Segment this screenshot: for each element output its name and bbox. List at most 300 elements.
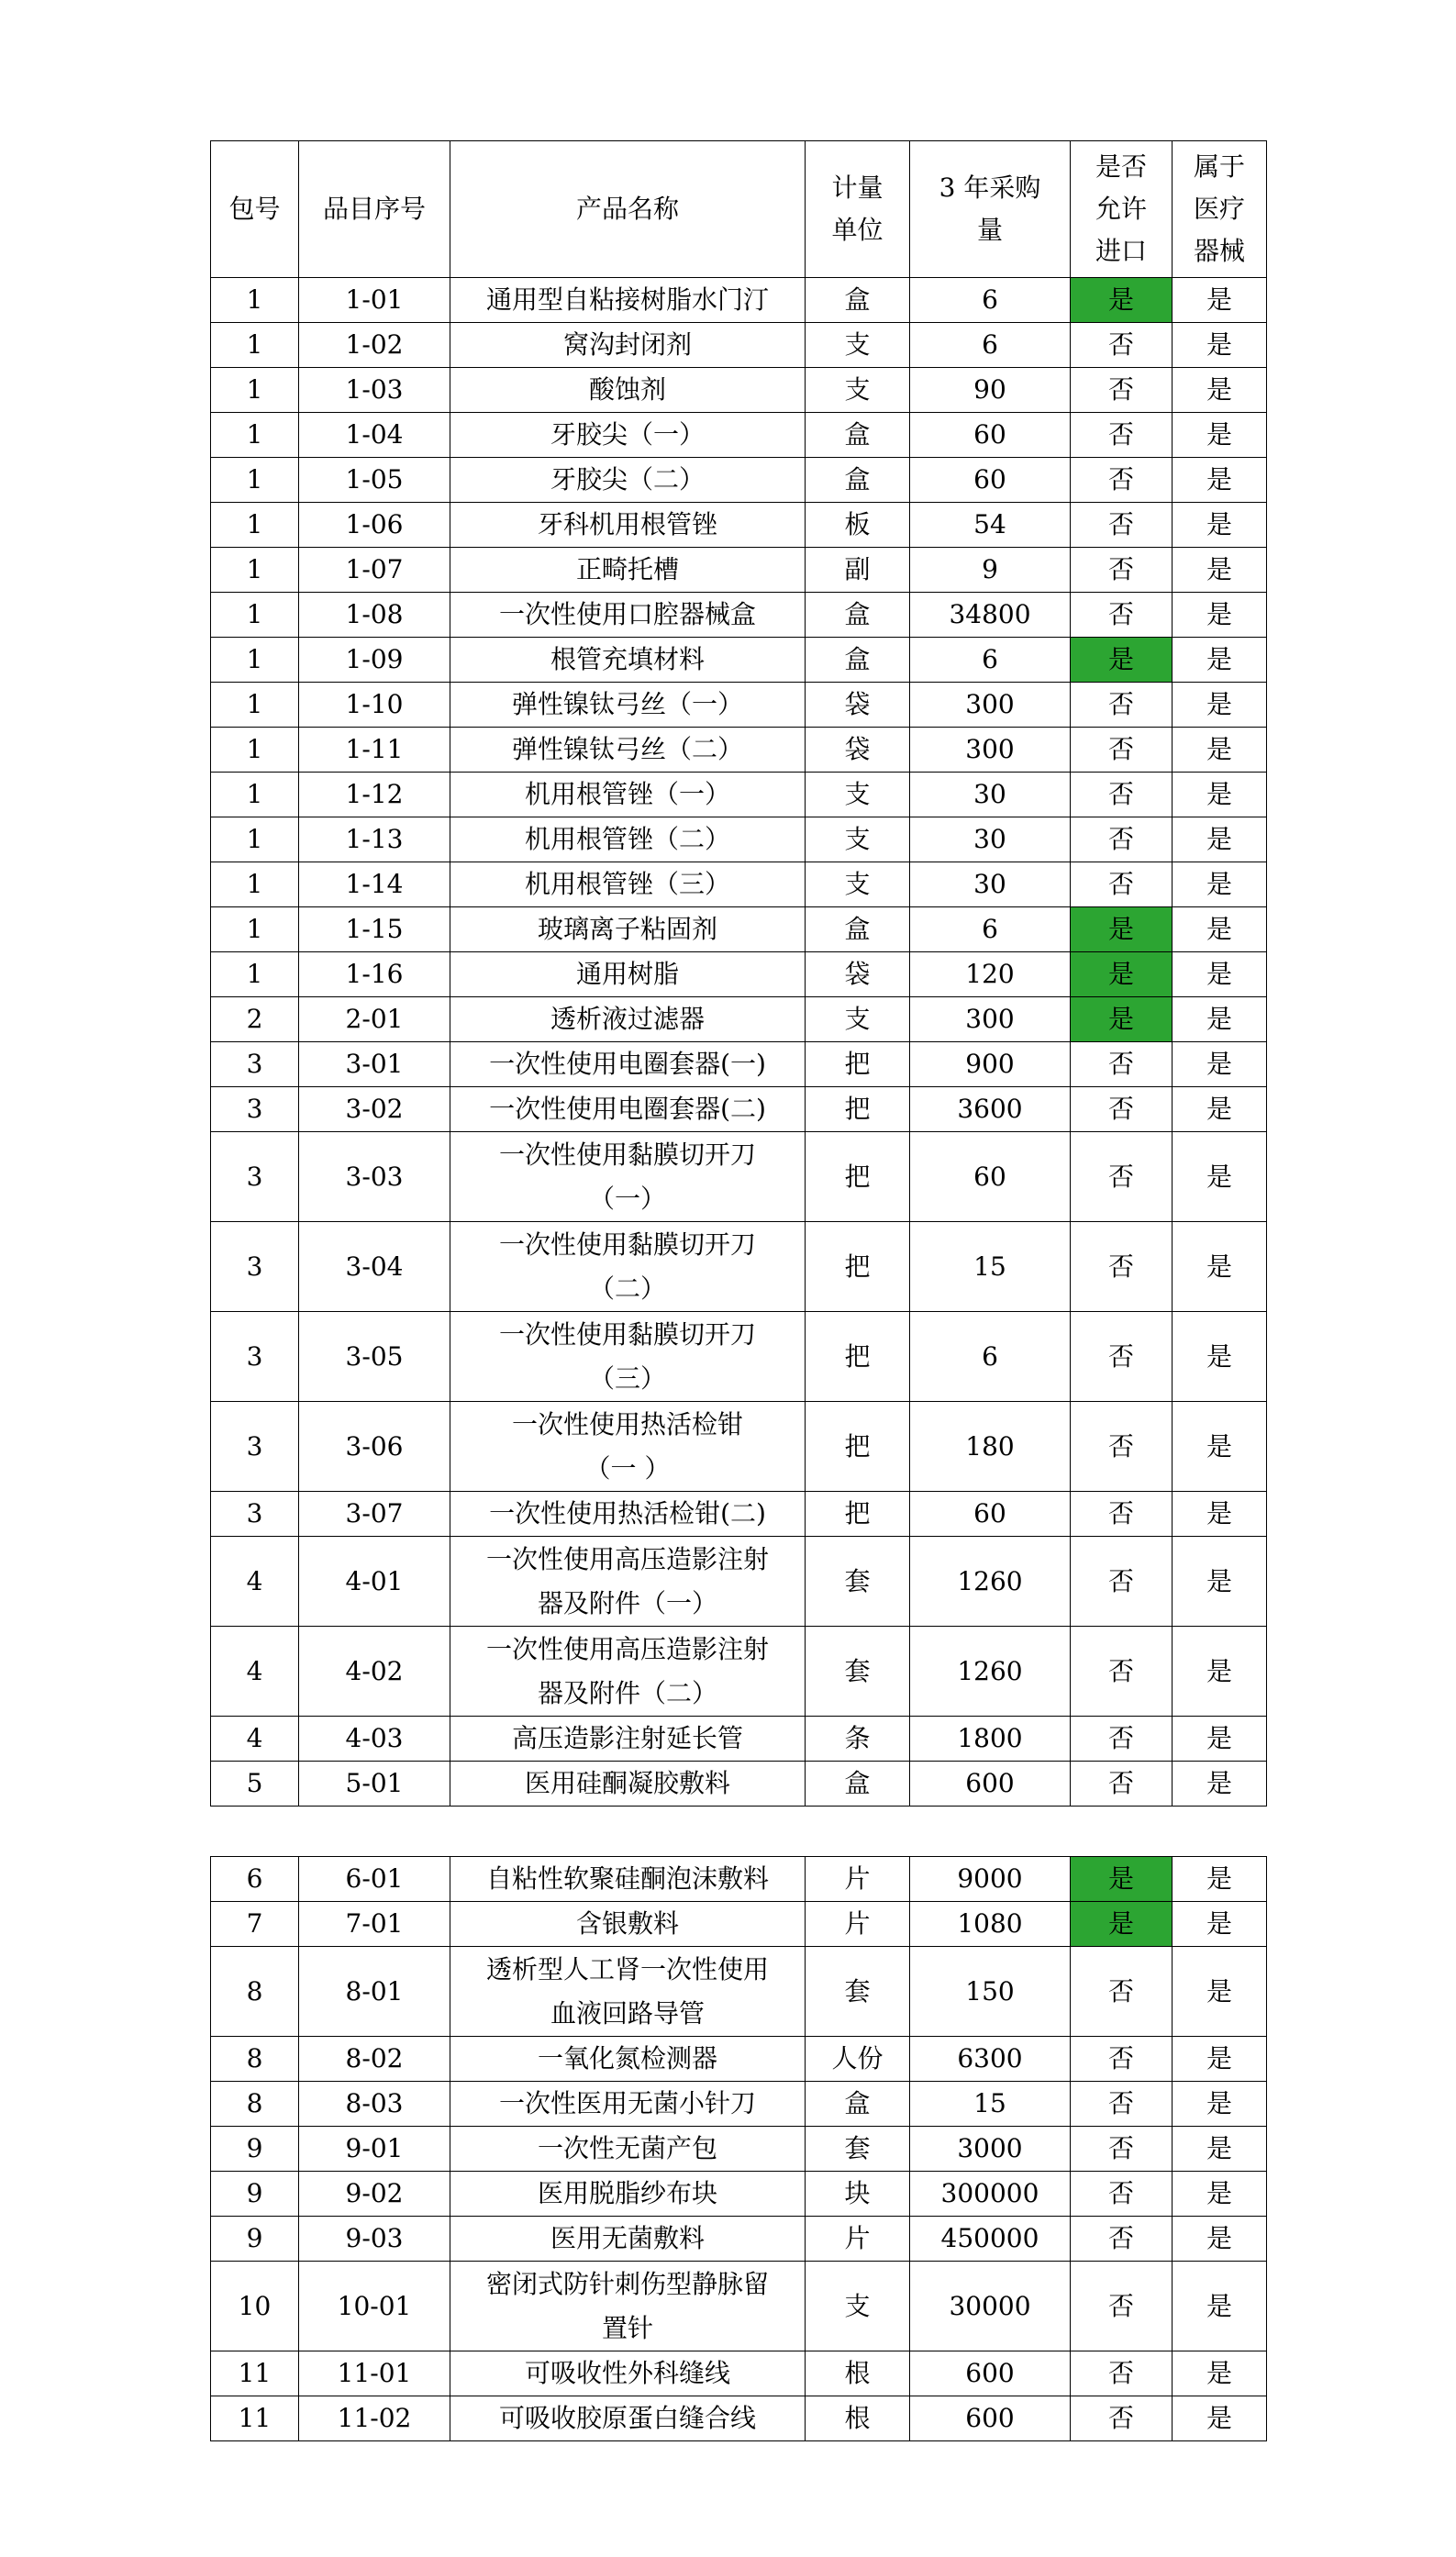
cell-quantity: 600 <box>910 2396 1071 2441</box>
cell-import-allowed: 否 <box>1071 1312 1173 1402</box>
procurement-table-2 <box>210 1856 1267 2441</box>
cell-medical-device: 是 <box>1173 2396 1267 2441</box>
cell-unit: 套 <box>806 1627 910 1717</box>
table-row <box>211 2172 1267 2217</box>
cell-package-no: 4 <box>211 1537 299 1627</box>
cell-item-no: 1-15 <box>299 907 450 952</box>
cell-quantity: 300 <box>910 728 1071 773</box>
cell-item-no: 5-01 <box>299 1762 450 1807</box>
cell-import-allowed: 否 <box>1071 2172 1173 2217</box>
cell-unit: 把 <box>806 1402 910 1492</box>
table-row <box>211 1042 1267 1087</box>
cell-import-allowed: 否 <box>1071 1402 1173 1492</box>
cell-quantity: 1080 <box>910 1902 1071 1947</box>
cell-medical-device: 是 <box>1173 1627 1267 1717</box>
cell-quantity: 30000 <box>910 2262 1071 2351</box>
cell-product-name <box>450 1402 806 1492</box>
product-name-line: 一次性使用黏膜切开刀 <box>498 1318 756 1350</box>
product-name-line: 牙胶尖（二） <box>550 464 705 495</box>
cell-product-name <box>450 2037 806 2082</box>
cell-item-no: 4-01 <box>299 1537 450 1627</box>
table-row <box>211 728 1267 773</box>
cell-quantity: 6 <box>910 1312 1071 1402</box>
cell-medical-device: 是 <box>1173 638 1267 683</box>
cell-product-name <box>450 773 806 817</box>
cell-item-no: 3-02 <box>299 1087 450 1132</box>
cell-item-no: 1-09 <box>299 638 450 683</box>
product-name-line: 一氧化氮检测器 <box>537 2043 717 2073</box>
cell-product-name <box>450 2217 806 2262</box>
cell-import-allowed: 是 <box>1071 638 1173 683</box>
cell-unit: 支 <box>806 773 910 817</box>
cell-medical-device: 是 <box>1173 862 1267 907</box>
cell-unit: 把 <box>806 1132 910 1222</box>
cell-medical-device: 是 <box>1173 2127 1267 2172</box>
cell-item-no: 1-14 <box>299 862 450 907</box>
cell-unit: 支 <box>806 997 910 1042</box>
cell-product-name <box>450 503 806 548</box>
product-name-line: 医用脱脂纱布块 <box>537 2178 717 2208</box>
table-row <box>211 907 1267 952</box>
table-row <box>211 1902 1267 1947</box>
product-name-line: 透析液过滤器 <box>550 1004 705 1034</box>
cell-quantity: 300000 <box>910 2172 1071 2217</box>
table-row <box>211 2082 1267 2127</box>
cell-quantity: 1800 <box>910 1717 1071 1762</box>
cell-quantity: 6 <box>910 907 1071 952</box>
cell-import-allowed: 否 <box>1071 368 1173 413</box>
product-name-line: 牙科机用根管锉 <box>537 509 717 539</box>
cell-product-name <box>450 1222 806 1312</box>
table-row <box>211 368 1267 413</box>
cell-medical-device: 是 <box>1173 1717 1267 1762</box>
cell-medical-device: 是 <box>1173 1762 1267 1807</box>
cell-unit: 把 <box>806 1312 910 1402</box>
product-name-line: 可吸收胶原蛋白缝合线 <box>498 2403 756 2433</box>
cell-item-no: 3-05 <box>299 1312 450 1402</box>
cell-import-allowed: 否 <box>1071 1222 1173 1312</box>
product-name-line: 一次性使用黏膜切开刀 <box>498 1139 756 1170</box>
cell-product-name <box>450 368 806 413</box>
cell-unit: 盒 <box>806 593 910 638</box>
cell-package-no: 1 <box>211 593 299 638</box>
cell-item-no: 1-11 <box>299 728 450 773</box>
cell-medical-device: 是 <box>1173 458 1267 503</box>
cell-unit: 支 <box>806 368 910 413</box>
product-name-line: 窝沟封闭剂 <box>562 329 692 360</box>
cell-package-no: 11 <box>211 2396 299 2441</box>
cell-unit: 套 <box>806 1537 910 1627</box>
cell-medical-device: 是 <box>1173 548 1267 593</box>
cell-unit: 把 <box>806 1492 910 1537</box>
cell-import-allowed: 否 <box>1071 413 1173 458</box>
header-medical-device: 属于 医疗 器械 <box>1173 141 1267 278</box>
product-name-line: 玻璃离子粘固剂 <box>537 914 717 944</box>
cell-quantity: 120 <box>910 952 1071 997</box>
cell-medical-device: 是 <box>1173 1312 1267 1402</box>
table-row <box>211 1402 1267 1492</box>
table-row <box>211 1857 1267 1902</box>
cell-medical-device: 是 <box>1173 323 1267 368</box>
cell-item-no: 1-16 <box>299 952 450 997</box>
cell-package-no: 3 <box>211 1402 299 1492</box>
product-name-line: （三） <box>588 1362 666 1394</box>
cell-product-name <box>450 1537 806 1627</box>
header-3yr-quantity: 3 年采购 量 <box>910 141 1071 278</box>
cell-package-no: 1 <box>211 503 299 548</box>
cell-medical-device: 是 <box>1173 503 1267 548</box>
cell-package-no: 3 <box>211 1222 299 1312</box>
cell-medical-device: 是 <box>1173 907 1267 952</box>
cell-import-allowed: 否 <box>1071 1717 1173 1762</box>
cell-quantity: 900 <box>910 1042 1071 1087</box>
cell-product-name <box>450 997 806 1042</box>
cell-item-no: 11-02 <box>299 2396 450 2441</box>
product-name-line: 一次性使用高压造影注射 <box>485 1543 769 1574</box>
table-row <box>211 817 1267 862</box>
table-row <box>211 278 1267 323</box>
table-row <box>211 2037 1267 2082</box>
cell-item-no: 11-01 <box>299 2351 450 2396</box>
cell-unit: 盒 <box>806 2082 910 2127</box>
cell-package-no: 1 <box>211 728 299 773</box>
cell-unit: 片 <box>806 1902 910 1947</box>
cell-package-no: 1 <box>211 413 299 458</box>
cell-medical-device: 是 <box>1173 2037 1267 2082</box>
cell-product-name <box>450 1087 806 1132</box>
cell-package-no: 2 <box>211 997 299 1042</box>
cell-product-name <box>450 2082 806 2127</box>
cell-package-no: 7 <box>211 1902 299 1947</box>
table-row <box>211 952 1267 997</box>
cell-import-allowed: 否 <box>1071 1762 1173 1807</box>
cell-product-name <box>450 1762 806 1807</box>
cell-quantity: 54 <box>910 503 1071 548</box>
product-name-line: 密闭式防针刺伤型静脉留 <box>485 2268 769 2299</box>
table-row <box>211 2127 1267 2172</box>
cell-unit: 把 <box>806 1087 910 1132</box>
product-name-line: 置针 <box>601 2312 653 2343</box>
cell-import-allowed: 否 <box>1071 2082 1173 2127</box>
cell-quantity: 1260 <box>910 1537 1071 1627</box>
cell-item-no: 1-13 <box>299 817 450 862</box>
cell-quantity: 6 <box>910 278 1071 323</box>
cell-product-name <box>450 2127 806 2172</box>
table-row <box>211 593 1267 638</box>
cell-quantity: 600 <box>910 1762 1071 1807</box>
product-name-line: 一次性使用电圈套器(一) <box>489 1049 766 1079</box>
cell-medical-device: 是 <box>1173 728 1267 773</box>
cell-medical-device: 是 <box>1173 1087 1267 1132</box>
cell-package-no: 5 <box>211 1762 299 1807</box>
product-name-line: 医用无菌敷料 <box>550 2223 705 2253</box>
cell-product-name <box>450 593 806 638</box>
cell-package-no: 8 <box>211 2082 299 2127</box>
cell-product-name <box>450 2396 806 2441</box>
cell-unit: 支 <box>806 817 910 862</box>
cell-package-no: 1 <box>211 278 299 323</box>
cell-item-no: 1-04 <box>299 413 450 458</box>
cell-product-name <box>450 1042 806 1087</box>
cell-product-name <box>450 1857 806 1902</box>
cell-quantity: 15 <box>910 1222 1071 1312</box>
table-row <box>211 997 1267 1042</box>
cell-package-no: 8 <box>211 1947 299 2037</box>
product-name-line: 器及附件（二） <box>537 1677 717 1708</box>
cell-unit: 盒 <box>806 278 910 323</box>
cell-import-allowed: 否 <box>1071 1132 1173 1222</box>
cell-package-no: 1 <box>211 952 299 997</box>
cell-package-no: 4 <box>211 1627 299 1717</box>
cell-medical-device: 是 <box>1173 2082 1267 2127</box>
cell-item-no: 3-03 <box>299 1132 450 1222</box>
product-name-line: 机用根管锉（一） <box>524 779 730 809</box>
cell-unit: 袋 <box>806 952 910 997</box>
cell-medical-device: 是 <box>1173 2217 1267 2262</box>
cell-medical-device: 是 <box>1173 1492 1267 1537</box>
table-row <box>211 2396 1267 2441</box>
cell-quantity: 150 <box>910 1947 1071 2037</box>
cell-product-name <box>450 278 806 323</box>
cell-import-allowed: 是 <box>1071 997 1173 1042</box>
cell-import-allowed: 否 <box>1071 1492 1173 1537</box>
cell-import-allowed: 否 <box>1071 2262 1173 2351</box>
cell-unit: 条 <box>806 1717 910 1762</box>
cell-quantity: 30 <box>910 862 1071 907</box>
cell-medical-device: 是 <box>1173 952 1267 997</box>
cell-import-allowed: 否 <box>1071 862 1173 907</box>
cell-medical-device: 是 <box>1173 1857 1267 1902</box>
product-name-line: 透析型人工肾一次性使用 <box>485 1953 769 1984</box>
cell-import-allowed: 否 <box>1071 503 1173 548</box>
cell-import-allowed: 否 <box>1071 593 1173 638</box>
cell-unit: 片 <box>806 1857 910 1902</box>
cell-product-name <box>450 1627 806 1717</box>
product-name-line: 一次性使用热活检钳(二) <box>489 1498 766 1529</box>
table-row <box>211 1762 1267 1807</box>
cell-package-no: 3 <box>211 1492 299 1537</box>
cell-item-no: 1-07 <box>299 548 450 593</box>
cell-import-allowed: 是 <box>1071 1857 1173 1902</box>
cell-package-no: 1 <box>211 458 299 503</box>
cell-package-no: 1 <box>211 638 299 683</box>
cell-product-name <box>450 1492 806 1537</box>
cell-unit: 根 <box>806 2351 910 2396</box>
cell-item-no: 9-02 <box>299 2172 450 2217</box>
cell-quantity: 60 <box>910 458 1071 503</box>
cell-product-name <box>450 907 806 952</box>
cell-quantity: 300 <box>910 997 1071 1042</box>
cell-medical-device: 是 <box>1173 1402 1267 1492</box>
cell-medical-device: 是 <box>1173 683 1267 728</box>
cell-product-name <box>450 2262 806 2351</box>
cell-quantity: 6 <box>910 638 1071 683</box>
cell-package-no: 3 <box>211 1087 299 1132</box>
cell-unit: 副 <box>806 548 910 593</box>
cell-product-name <box>450 1947 806 2037</box>
product-name-line: 弹性镍钛弓丝（二） <box>511 734 743 764</box>
cell-quantity: 9000 <box>910 1857 1071 1902</box>
cell-item-no: 1-08 <box>299 593 450 638</box>
table-row <box>211 2262 1267 2351</box>
product-name-line: 一次性无菌产包 <box>537 2133 717 2163</box>
table-row <box>211 2217 1267 2262</box>
product-name-line: 正畸托槽 <box>575 554 679 584</box>
table-row <box>211 1087 1267 1132</box>
product-name-line: 通用树脂 <box>575 959 679 989</box>
cell-quantity: 90 <box>910 368 1071 413</box>
cell-package-no: 1 <box>211 548 299 593</box>
cell-unit: 根 <box>806 2396 910 2441</box>
cell-import-allowed: 否 <box>1071 817 1173 862</box>
cell-item-no: 7-01 <box>299 1902 450 1947</box>
cell-item-no: 6-01 <box>299 1857 450 1902</box>
header-import-allowed: 是否 允许 进口 <box>1071 141 1173 278</box>
header-package-no: 包号 <box>211 141 299 278</box>
product-name-line: 一次性使用口腔器械盒 <box>498 599 756 629</box>
cell-item-no: 3-07 <box>299 1492 450 1537</box>
cell-item-no: 9-01 <box>299 2127 450 2172</box>
table-row <box>211 413 1267 458</box>
cell-product-name <box>450 2351 806 2396</box>
cell-import-allowed: 否 <box>1071 2037 1173 2082</box>
cell-quantity: 300 <box>910 683 1071 728</box>
product-name-line: 可吸收性外科缝线 <box>524 2358 730 2388</box>
cell-unit: 盒 <box>806 458 910 503</box>
cell-item-no: 8-03 <box>299 2082 450 2127</box>
cell-product-name <box>450 638 806 683</box>
cell-medical-device: 是 <box>1173 1222 1267 1312</box>
cell-unit: 袋 <box>806 683 910 728</box>
cell-import-allowed: 否 <box>1071 2127 1173 2172</box>
product-name-line: 牙胶尖（一） <box>550 419 705 450</box>
cell-medical-device: 是 <box>1173 278 1267 323</box>
product-name-line: 根管充填材料 <box>550 644 705 674</box>
cell-item-no: 1-06 <box>299 503 450 548</box>
cell-import-allowed: 是 <box>1071 952 1173 997</box>
table-row <box>211 1717 1267 1762</box>
cell-quantity: 60 <box>910 1132 1071 1222</box>
header-unit: 计量 单位 <box>806 141 910 278</box>
product-name-line: 含银敷料 <box>575 1908 679 1939</box>
cell-package-no: 9 <box>211 2217 299 2262</box>
cell-item-no: 3-01 <box>299 1042 450 1087</box>
cell-quantity: 6300 <box>910 2037 1071 2082</box>
cell-quantity: 30 <box>910 773 1071 817</box>
cell-import-allowed: 是 <box>1071 1902 1173 1947</box>
cell-import-allowed: 否 <box>1071 1537 1173 1627</box>
cell-unit: 支 <box>806 323 910 368</box>
cell-quantity: 3000 <box>910 2127 1071 2172</box>
cell-import-allowed: 否 <box>1071 323 1173 368</box>
cell-import-allowed: 否 <box>1071 1627 1173 1717</box>
product-name-line: 一次性医用无菌小针刀 <box>498 2088 756 2118</box>
cell-item-no: 10-01 <box>299 2262 450 2351</box>
cell-product-name <box>450 1132 806 1222</box>
table-row <box>211 1947 1267 2037</box>
cell-import-allowed: 否 <box>1071 773 1173 817</box>
cell-import-allowed: 否 <box>1071 2396 1173 2441</box>
cell-package-no: 1 <box>211 862 299 907</box>
table-row <box>211 548 1267 593</box>
cell-quantity: 15 <box>910 2082 1071 2127</box>
product-name-line: 医用硅酮凝胶敷料 <box>524 1768 730 1798</box>
product-name-line: 一次性使用热活检钳 <box>511 1408 743 1440</box>
cell-package-no: 1 <box>211 907 299 952</box>
cell-package-no: 9 <box>211 2172 299 2217</box>
cell-product-name <box>450 458 806 503</box>
cell-quantity: 450000 <box>910 2217 1071 2262</box>
cell-package-no: 6 <box>211 1857 299 1902</box>
cell-product-name <box>450 2172 806 2217</box>
cell-item-no: 4-03 <box>299 1717 450 1762</box>
cell-import-allowed: 否 <box>1071 458 1173 503</box>
table-row <box>211 2351 1267 2396</box>
table-row <box>211 1312 1267 1402</box>
cell-import-allowed: 否 <box>1071 1087 1173 1132</box>
cell-medical-device: 是 <box>1173 1537 1267 1627</box>
cell-import-allowed: 是 <box>1071 907 1173 952</box>
cell-item-no: 1-03 <box>299 368 450 413</box>
cell-item-no: 8-02 <box>299 2037 450 2082</box>
table-row <box>211 458 1267 503</box>
product-name-line: 弹性镍钛弓丝（一） <box>511 689 743 719</box>
header-item-no: 品目序号 <box>299 141 450 278</box>
cell-package-no: 1 <box>211 368 299 413</box>
table-row <box>211 503 1267 548</box>
cell-unit: 块 <box>806 2172 910 2217</box>
header-row <box>211 141 1267 278</box>
procurement-table-1 <box>210 140 1267 1807</box>
product-name-line: 高压造影注射延长管 <box>511 1723 743 1753</box>
product-name-line: 自粘性软聚硅酮泡沫敷料 <box>485 1863 769 1894</box>
table-row <box>211 1132 1267 1222</box>
cell-medical-device: 是 <box>1173 593 1267 638</box>
cell-package-no: 4 <box>211 1717 299 1762</box>
cell-medical-device: 是 <box>1173 368 1267 413</box>
cell-item-no: 8-01 <box>299 1947 450 2037</box>
cell-medical-device: 是 <box>1173 817 1267 862</box>
cell-item-no: 2-01 <box>299 997 450 1042</box>
product-name-line: 一次性使用电圈套器(二) <box>489 1094 766 1124</box>
cell-package-no: 10 <box>211 2262 299 2351</box>
cell-medical-device: 是 <box>1173 2262 1267 2351</box>
cell-quantity: 180 <box>910 1402 1071 1492</box>
cell-package-no: 3 <box>211 1132 299 1222</box>
cell-medical-device: 是 <box>1173 1042 1267 1087</box>
cell-product-name <box>450 323 806 368</box>
cell-unit: 支 <box>806 2262 910 2351</box>
table-row <box>211 773 1267 817</box>
cell-package-no: 11 <box>211 2351 299 2396</box>
cell-medical-device: 是 <box>1173 1947 1267 2037</box>
cell-import-allowed: 否 <box>1071 2351 1173 2396</box>
cell-item-no: 1-12 <box>299 773 450 817</box>
table-row <box>211 1627 1267 1717</box>
cell-unit: 支 <box>806 862 910 907</box>
cell-import-allowed: 否 <box>1071 2217 1173 2262</box>
table-row <box>211 683 1267 728</box>
product-name-line: 血液回路导管 <box>550 1997 705 2029</box>
product-name-line: 一次性使用黏膜切开刀 <box>498 1228 756 1260</box>
cell-medical-device: 是 <box>1173 997 1267 1042</box>
cell-item-no: 1-02 <box>299 323 450 368</box>
cell-quantity: 60 <box>910 413 1071 458</box>
cell-product-name <box>450 952 806 997</box>
cell-unit: 人份 <box>806 2037 910 2082</box>
product-name-line: 通用型自粘接树脂水门汀 <box>485 284 769 315</box>
cell-unit: 盒 <box>806 413 910 458</box>
